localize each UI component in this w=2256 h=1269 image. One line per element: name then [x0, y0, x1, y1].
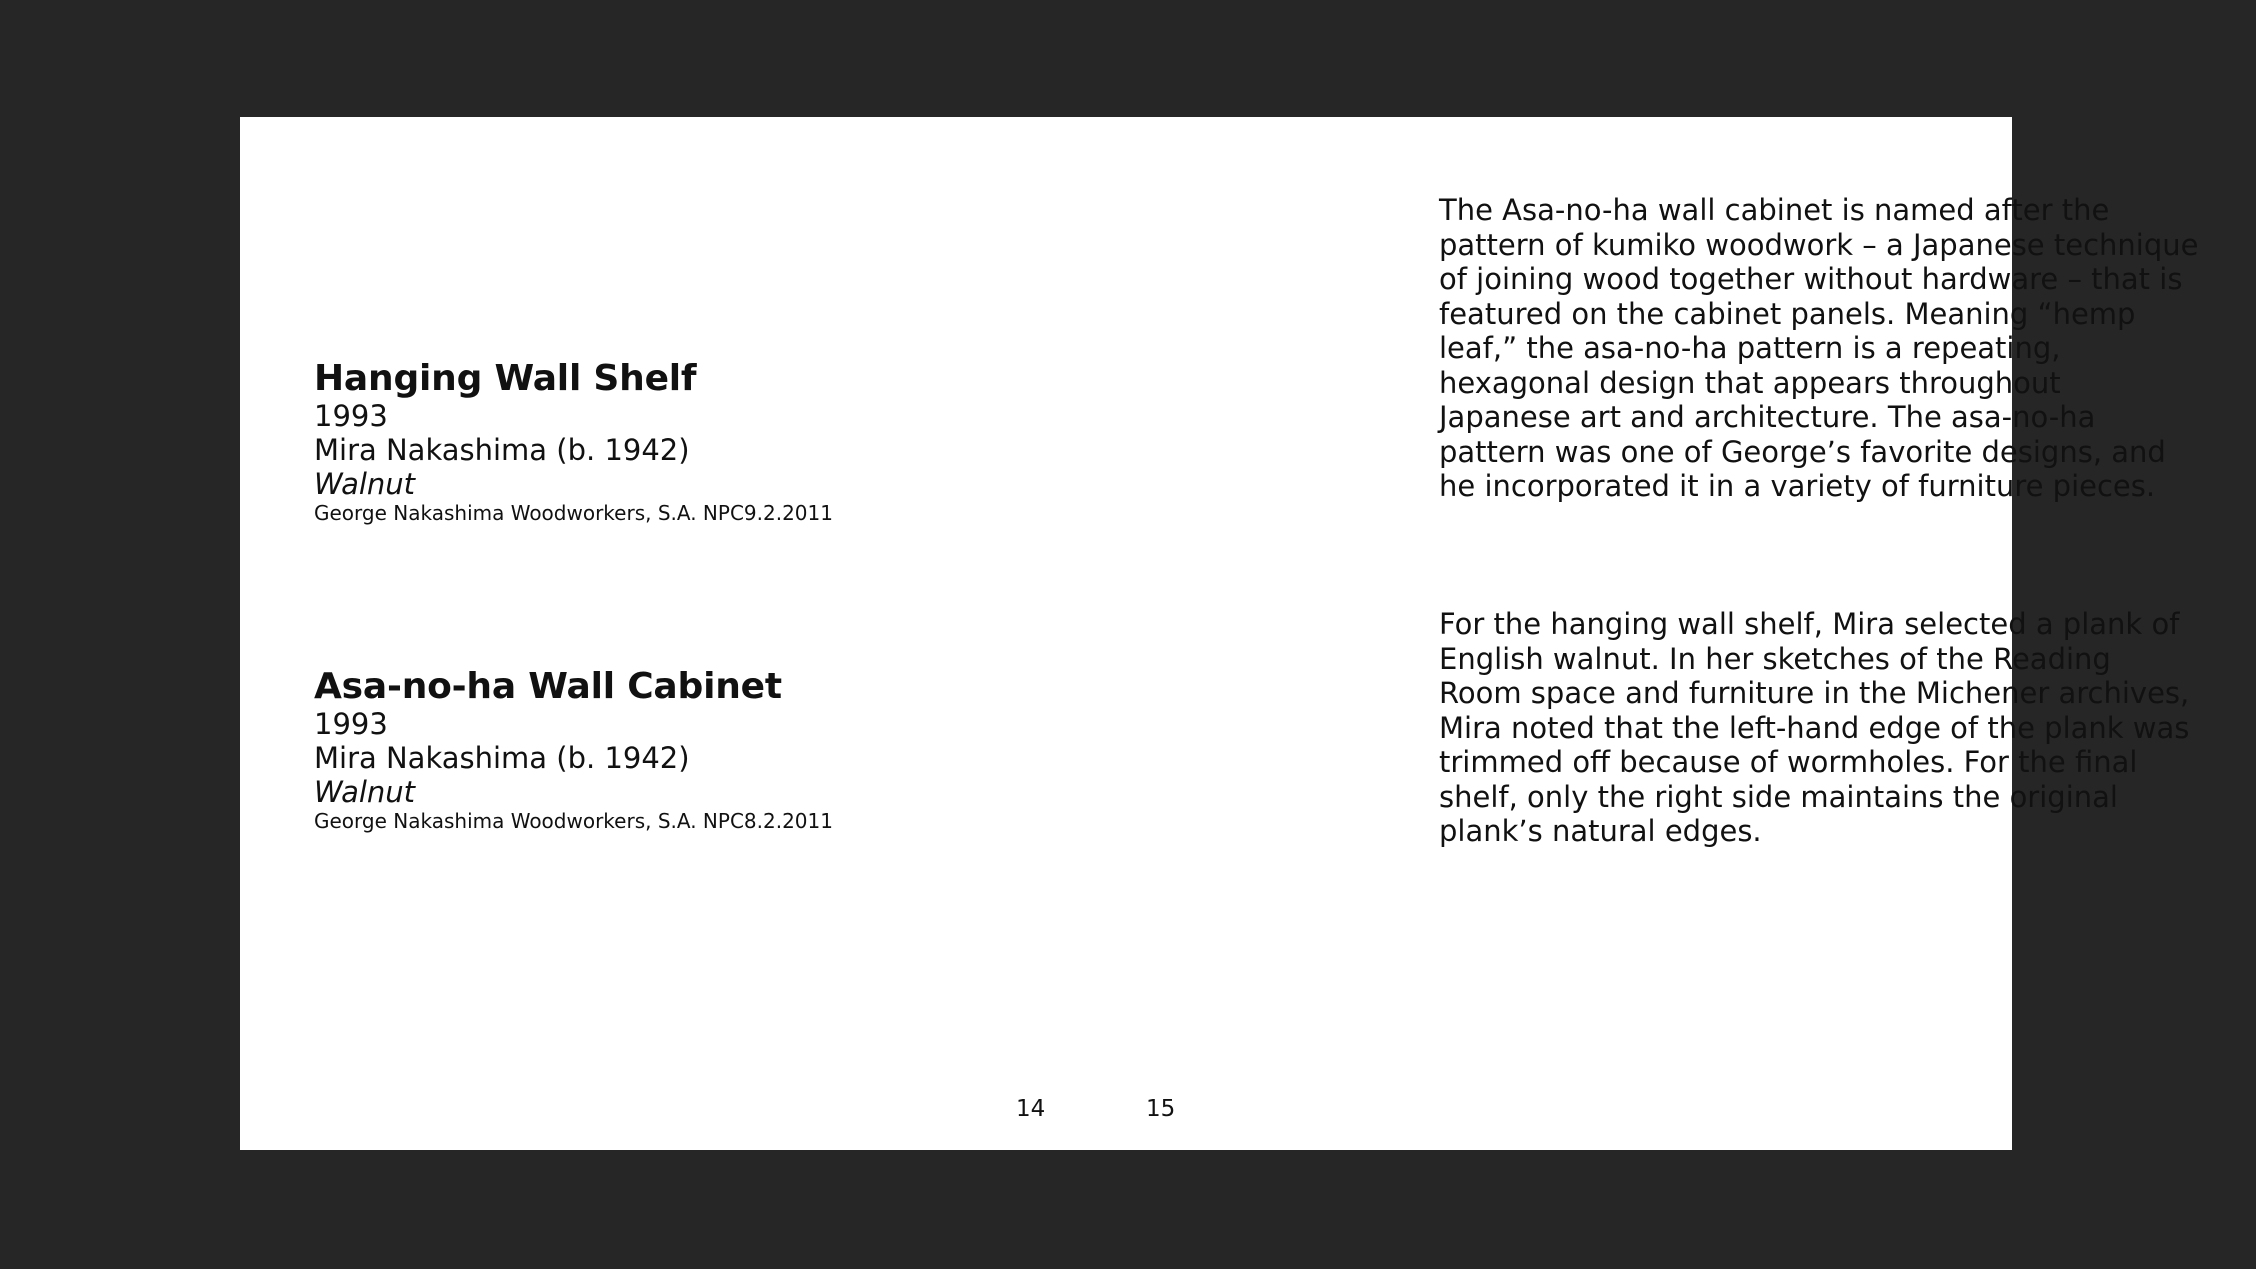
- object-artist: Mira Nakashima (b. 1942): [314, 741, 690, 775]
- object-medium: Walnut: [314, 467, 416, 501]
- object-credit: George Nakashima Woodworkers, S.A. NPC9.2.2011: [314, 501, 833, 525]
- object-title: Hanging Wall Shelf: [314, 358, 697, 399]
- left-page: [240, 117, 1126, 1150]
- object-year: 1993: [314, 399, 388, 433]
- page-number-right: 15: [1146, 1096, 1176, 1122]
- object-label-hanging-wall-shelf: [314, 359, 934, 525]
- body-paragraph: The Asa-no-ha wall cabinet is named after the pattern of kumiko woodwork – a Japanese technique of joining wood together without hardware – that is featured on the cabinet panels. Meaning “hemp leaf,” the asa-no-ha pattern is a repeating, hexagonal design that appears throughout Japanese art and architecture. The asa-no-ha pattern was one of George’s favorite designs, and he incorporated it in a variety of furniture pieces.: [1439, 193, 2199, 503]
- body-paragraph: For the hanging wall shelf, Mira selected a plank of English walnut. In her sketches of the Reading Room space and furniture in the Michener archives, Mira noted that the left-hand edge of the plank was trimmed off because of wormholes. For the final shelf, only the right side maintains the original plank’s natural edges.: [1439, 607, 2190, 848]
- page-spread: [240, 117, 2199, 1150]
- right-page: [1126, 117, 2199, 1150]
- page-number-left: 14: [1016, 1096, 1046, 1122]
- object-label-asa-no-ha-wall-cabinet: [314, 667, 934, 833]
- object-credit: George Nakashima Woodworkers, S.A. NPC8.2.2011: [314, 809, 833, 833]
- object-title: Asa-no-ha Wall Cabinet: [314, 666, 782, 707]
- object-artist: Mira Nakashima (b. 1942): [314, 433, 690, 467]
- object-year: 1993: [314, 707, 388, 741]
- object-medium: Walnut: [314, 775, 416, 809]
